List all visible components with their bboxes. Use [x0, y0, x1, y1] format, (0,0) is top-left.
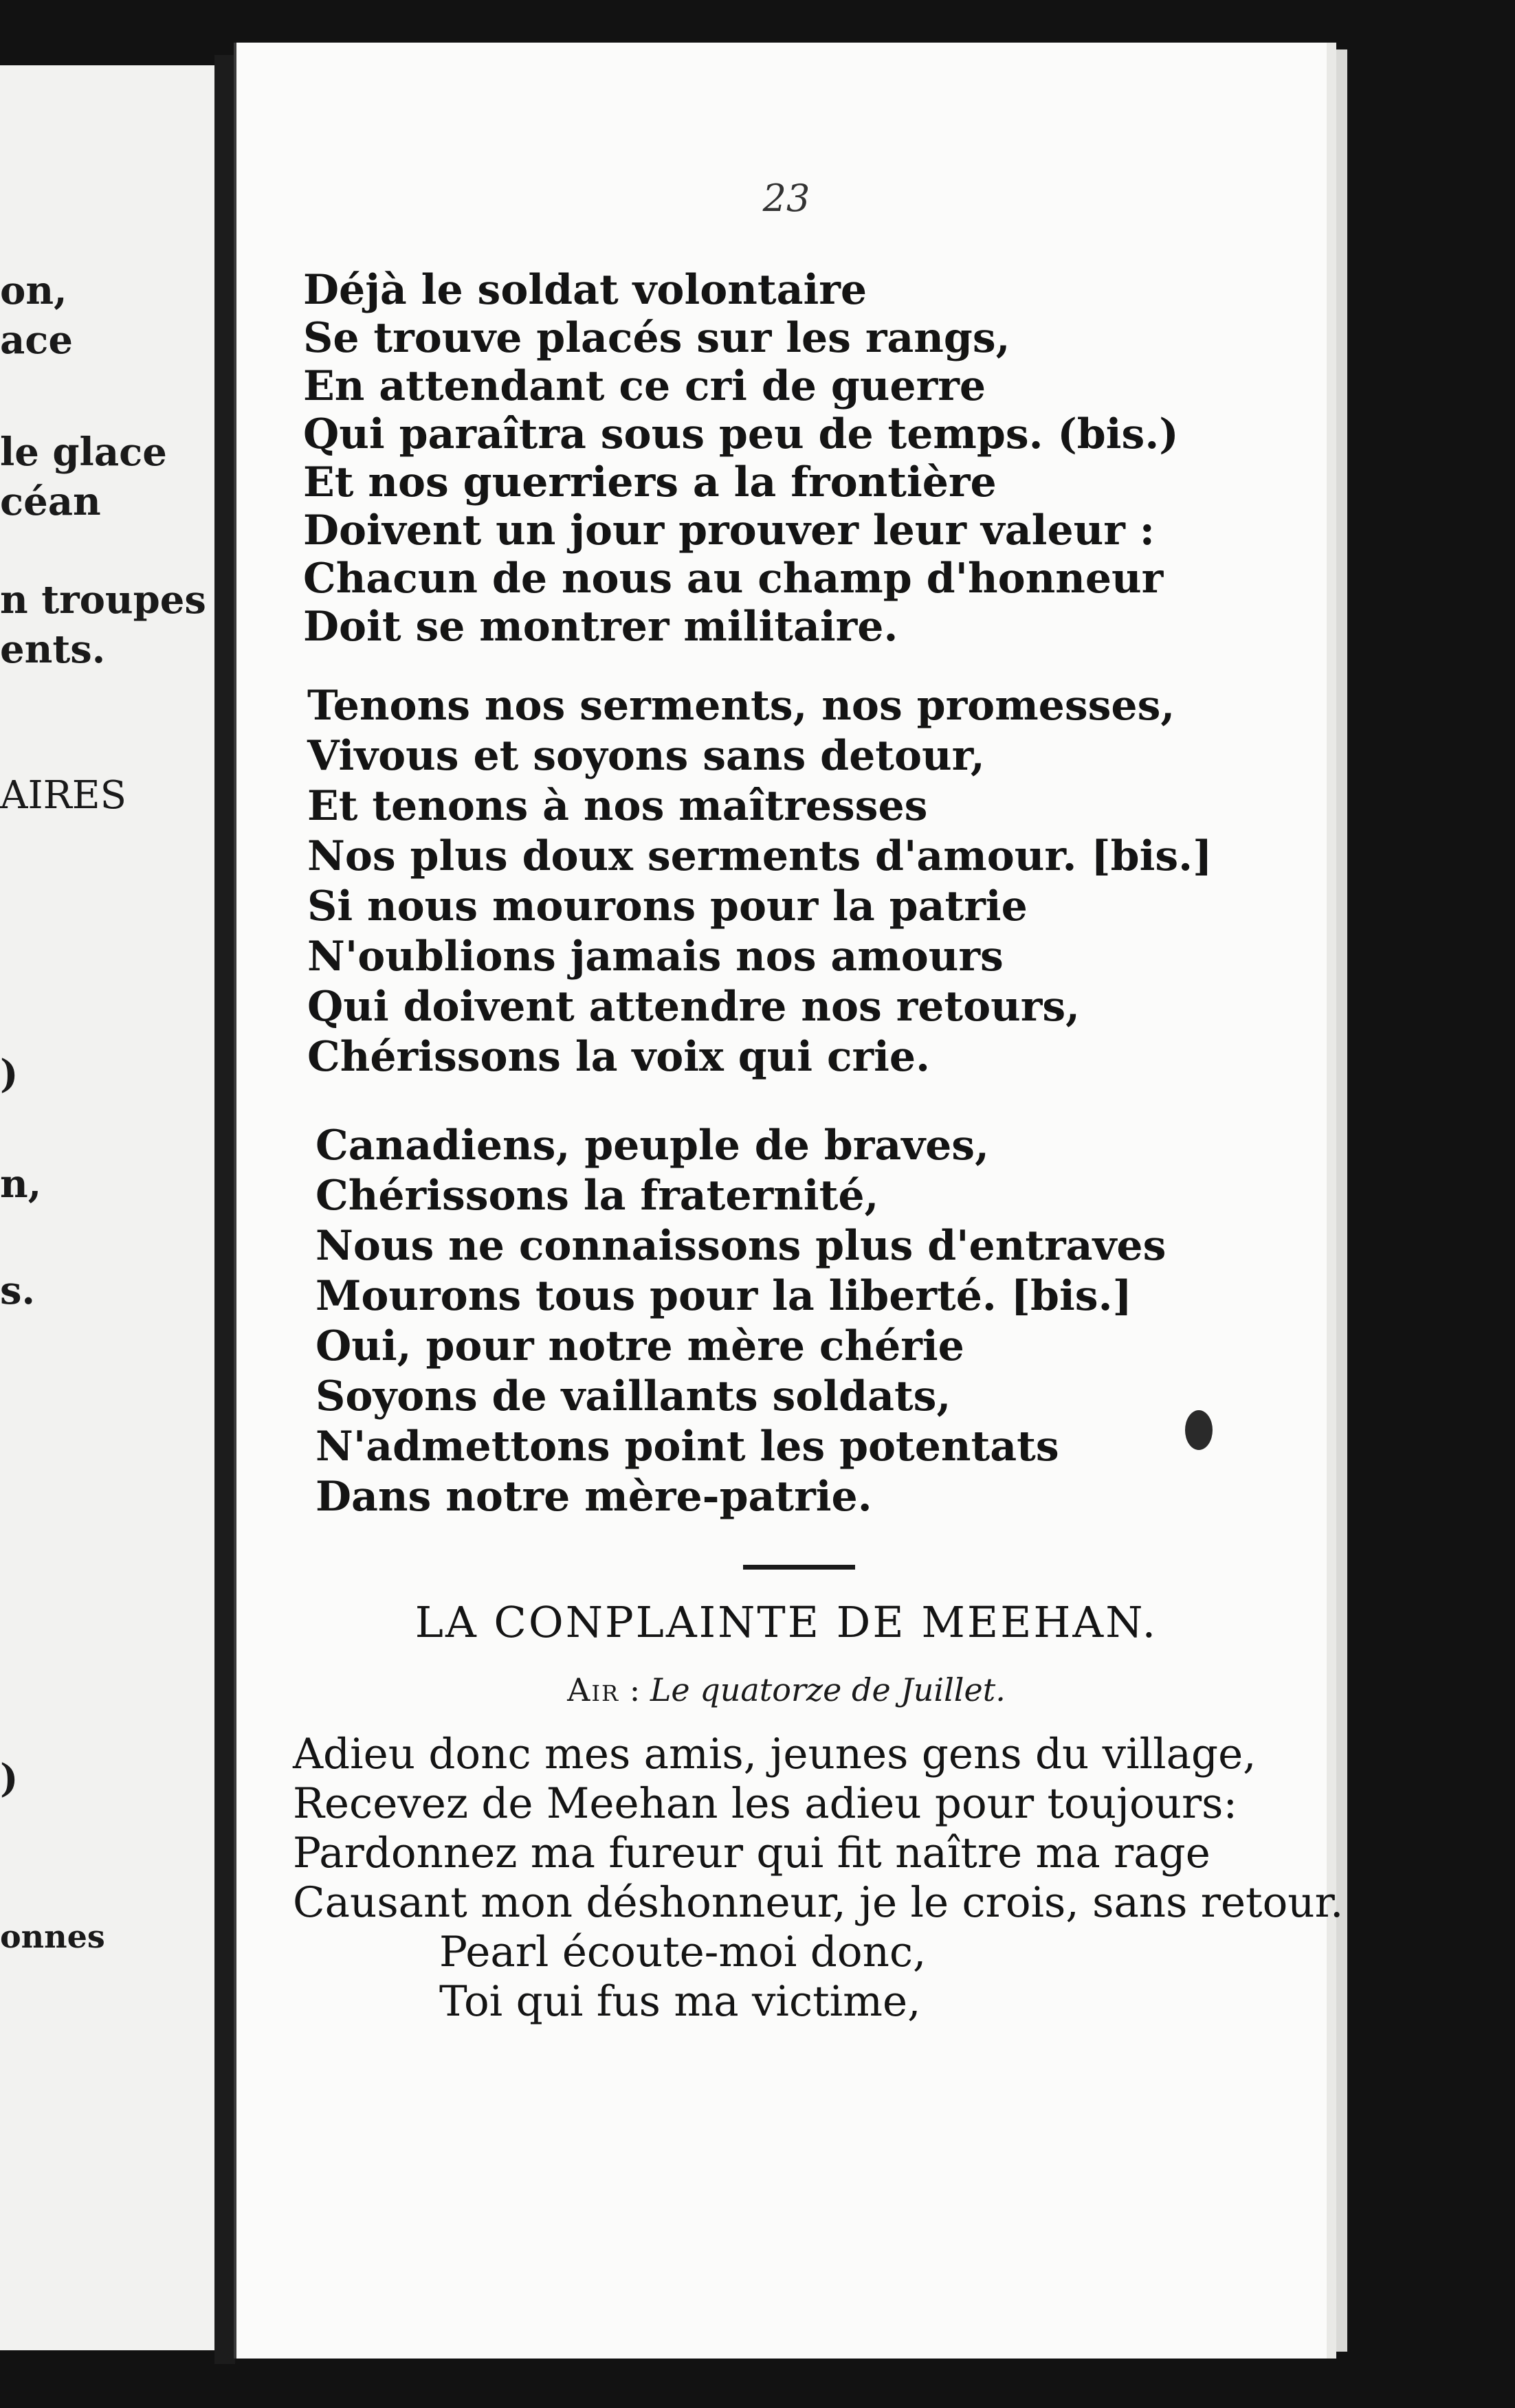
verse-line: Canadiens, peuple de braves, — [316, 1122, 989, 1170]
verse-line: Chérissons la fraternité, — [316, 1172, 879, 1220]
verse-line: Qui doivent attendre nos retours, — [307, 983, 1081, 1031]
verse-line: Recevez de Meehan les adieu pour toujours: — [293, 1779, 1237, 1828]
verse-line: Oui, pour notre mère chérie — [316, 1322, 964, 1370]
verse-line: Si nous mourons pour la patrie — [307, 882, 1028, 930]
verse-line: Pardonnez ma fureur qui fit naître ma rage — [293, 1829, 1210, 1877]
verse-line: Qui paraîtra sous peu de temps. (bis.) — [303, 410, 1179, 458]
verse-line: Doit se montrer militaire. — [303, 603, 898, 651]
air-label: Air — [567, 1671, 620, 1708]
verse-line: Soyons de vaillants soldats, — [316, 1372, 951, 1420]
page-edge — [1336, 49, 1347, 2352]
left-fragment: n, — [0, 1161, 42, 1207]
verse-line: Nos plus doux serments d'amour. [bis.] — [307, 832, 1213, 880]
left-fragment: onnes — [0, 1918, 105, 1955]
verse-line: N'admettons point les potentats — [316, 1423, 1059, 1471]
verse-line: Adieu donc mes amis, jeunes gens du village, — [293, 1730, 1257, 1779]
verse-line: Nous ne connaissons plus d'entraves — [316, 1222, 1166, 1270]
verse-line: Et tenons à nos maîtresses — [307, 782, 928, 830]
verse-line: Déjà le soldat volontaire — [303, 266, 867, 314]
verse-line: Chacun de nous au champ d'honneur — [303, 555, 1164, 603]
left-fragment: n troupes — [0, 577, 206, 623]
left-fragment: ace — [0, 317, 74, 363]
left-fragment: on, — [0, 268, 67, 313]
left-fragment: ents. — [0, 627, 106, 672]
verse-line: Pearl écoute-moi donc, — [439, 1928, 927, 1976]
verse-line: N'oublions jamais nos amours — [307, 933, 1004, 981]
verse-line: Mourons tous pour la liberté. [bis.] — [316, 1272, 1132, 1320]
verse-line: Dans notre mère-patrie. — [316, 1473, 872, 1521]
verse-line: Et nos guerriers a la frontière — [303, 458, 997, 506]
verse-line: Causant mon déshonneur, je le crois, sans retour. — [293, 1878, 1344, 1927]
left-fragment: ) — [0, 1756, 19, 1801]
verse-line: Se trouve placés sur les rangs, — [303, 314, 1010, 362]
ink-smudge — [1185, 1410, 1213, 1450]
page-number: 23 — [762, 177, 810, 220]
verse-line: En attendant ce cri de guerre — [303, 362, 986, 410]
left-fragment: AIRES — [0, 773, 126, 818]
verse-line: Toi qui fus ma victime, — [439, 1977, 921, 2026]
verse-line: Chérissons la voix qui crie. — [307, 1033, 930, 1081]
verse-line: Doivent un jour prouver leur valeur : — [303, 506, 1155, 555]
left-fragment: céan — [0, 479, 101, 524]
song-title: LA CONPLAINTE DE MEEHAN. — [414, 1597, 1158, 1647]
air-separator: : — [619, 1671, 650, 1708]
right-page — [234, 43, 1344, 2359]
left-fragment: le glace — [0, 430, 167, 475]
song-air — [236, 1671, 1336, 1708]
left-fragment: s. — [0, 1268, 36, 1313]
left-page — [0, 65, 219, 2350]
air-title: Le quatorze de Juillet. — [650, 1671, 1006, 1708]
section-divider — [743, 1565, 855, 1570]
verse-line: Tenons nos serments, nos promesses, — [307, 682, 1175, 730]
gutter — [214, 55, 235, 2364]
left-fragment: ) — [0, 1051, 19, 1097]
verse-line: Vivous et soyons sans detour, — [307, 732, 985, 780]
